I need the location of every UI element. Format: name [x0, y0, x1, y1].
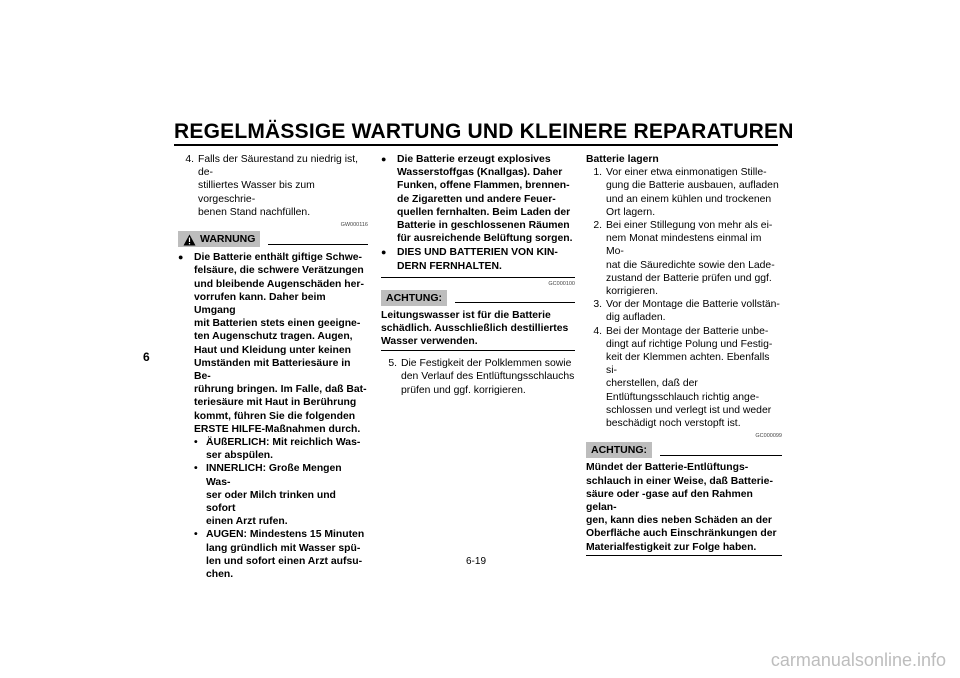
bullet-icon: ●: [381, 154, 387, 164]
caution-text: Mündet der Batterie-Entlüftungs- schlauch in einer Weise, daß Batterie- säure oder -gase auf den Rahmen gelan- gen, kann dies neben Schäden an der Oberfläche auch Einschränkungen der Materialfestigkeit zur Folge haben.: [586, 462, 777, 553]
column-middle: [381, 153, 575, 397]
column-right: [586, 153, 782, 556]
warning-header: [178, 231, 368, 247]
first-aid-item: [194, 436, 368, 462]
storage-step: [586, 219, 782, 298]
step-number: 1.: [593, 167, 602, 179]
step-number: 2.: [593, 220, 602, 232]
bullet-icon: ●: [381, 247, 387, 258]
caution-rule: [455, 302, 575, 303]
warning-badge: [178, 231, 260, 247]
warning-bullet: [178, 251, 368, 436]
storage-step: [586, 325, 782, 431]
step-text: Vor einer etwa einmonatigen Stille- gung die Batterie ausbauen, aufladen und an einem kühlen und trockenen Ort lagern.: [606, 167, 779, 218]
reference-code: GW000116: [340, 222, 368, 229]
warning-bullet: [381, 153, 575, 245]
warning-triangle-icon: [183, 234, 196, 246]
caution-badge: ACHTUNG:: [381, 290, 447, 306]
first-aid-text: AUGEN: Mindestens 15 Minuten lang gründlich mit Wasser spü- len und sofort einen Arzt aufsu- chen.: [206, 529, 365, 581]
caution-end-rule: [586, 555, 782, 557]
page-number: 6-19: [466, 556, 487, 567]
bullet-icon: •: [194, 529, 198, 541]
caution-header: [586, 442, 782, 458]
storage-step: [586, 298, 782, 324]
step-text: Die Festigkeit der Polklemmen sowie den Verlauf des Entlüftungsschlauchs prüfen und ggf. korrigieren.: [401, 358, 575, 396]
step-number: 5.: [388, 358, 397, 370]
first-aid-text: INNERLICH: Große Mengen Was- ser oder Milch trinken und sofort einen Arzt rufen.: [206, 463, 342, 528]
step-4: [178, 153, 368, 219]
bullet-icon: •: [194, 463, 198, 475]
caution-rule: [660, 455, 782, 456]
step-5: [381, 357, 575, 397]
step-text: Bei einer Stillegung von mehr als ei- nem Monat mindestens einmal im Mo- nat die Säuredichte sowie den Lade- zustand der Batterie prüfen und ggf. korrigieren.: [606, 220, 775, 298]
title-rule: [174, 144, 778, 146]
step-text: Falls der Säurestand zu niedrig ist, de- stilliertes Wasser bis zum vorgeschrie- benen Stand nachfüllen.: [198, 154, 358, 218]
page-title: REGELMÄSSIGE WARTUNG UND KLEINERE REPARATUREN: [174, 120, 794, 143]
step-number: 4.: [185, 154, 194, 165]
caution-text: Leitungswasser ist für die Batterie schädlich. Ausschließlich destilliertes Wasser verwenden.: [381, 310, 569, 348]
reference-code: GC000100: [548, 280, 575, 287]
step-number: 3.: [593, 299, 602, 311]
storage-step: [586, 166, 782, 219]
warning-text: DIES UND BATTERIEN VON KIN- DERN FERNHALTEN.: [397, 247, 558, 272]
step-number: 4.: [593, 325, 602, 337]
column-left: [178, 153, 368, 581]
caution-end-rule: [381, 350, 575, 352]
section-subtitle: Batterie lagern: [586, 154, 659, 165]
reference-code: GC000099: [755, 433, 782, 440]
warning-label: WARNUNG: [200, 233, 256, 246]
first-aid-item: [194, 528, 368, 581]
chapter-tab: 6: [143, 350, 150, 364]
step-text: Bei der Montage der Batterie unbe- dingt auf richtige Polung und Festig- keit der Klemmen achten. Ebenfalls si- cherstellen, daß der Entlüftungsschlauch richtig ange- schlossen und verlegt ist und weder beschädigt noch verstopft ist.: [606, 325, 773, 430]
caution-badge: ACHTUNG:: [586, 442, 652, 458]
warning-text: Die Batterie enthält giftige Schwe- felsäure, die schwere Verätzungen und bleibende Augenschäden her- vorrufen kann. Daher beim Umgang mit Batterien stets einen geeigne- ten Augenschutz tragen. Augen, Haut und Kleidung unter keinen Umständen mit Batteriesäure in Be- rührung bringen. Im Falle, daß Bat- teriesäure mit Haut in Berührung kommt, führen Sie die folgenden ERSTE HILFE-Maßnahmen durch.: [194, 252, 367, 435]
step-text: Vor der Montage die Batterie vollstän- dig aufladen.: [606, 299, 780, 324]
section-rule: [381, 277, 575, 278]
bullet-icon: •: [194, 437, 198, 449]
bullet-icon: ●: [178, 252, 184, 263]
warning-bullet: [381, 246, 575, 272]
first-aid-text: ÄUßERLICH: Mit reichlich Was- ser abspülen.: [206, 437, 361, 462]
first-aid-item: [194, 462, 368, 528]
warning-rule: [268, 244, 368, 245]
warning-text: Die Batterie erzeugt explosives Wasserstoffgas (Knallgas). Daher Funken, offene Flammen, brennen- de Zigaretten und andere Feuer- quellen fernhalten. Beim Laden der Batterie in geschlossenen Räumen für ausreichende Belüftung sorgen.: [397, 154, 573, 245]
watermark: carmanualsonline.info: [770, 650, 946, 670]
caution-header: [381, 290, 575, 306]
